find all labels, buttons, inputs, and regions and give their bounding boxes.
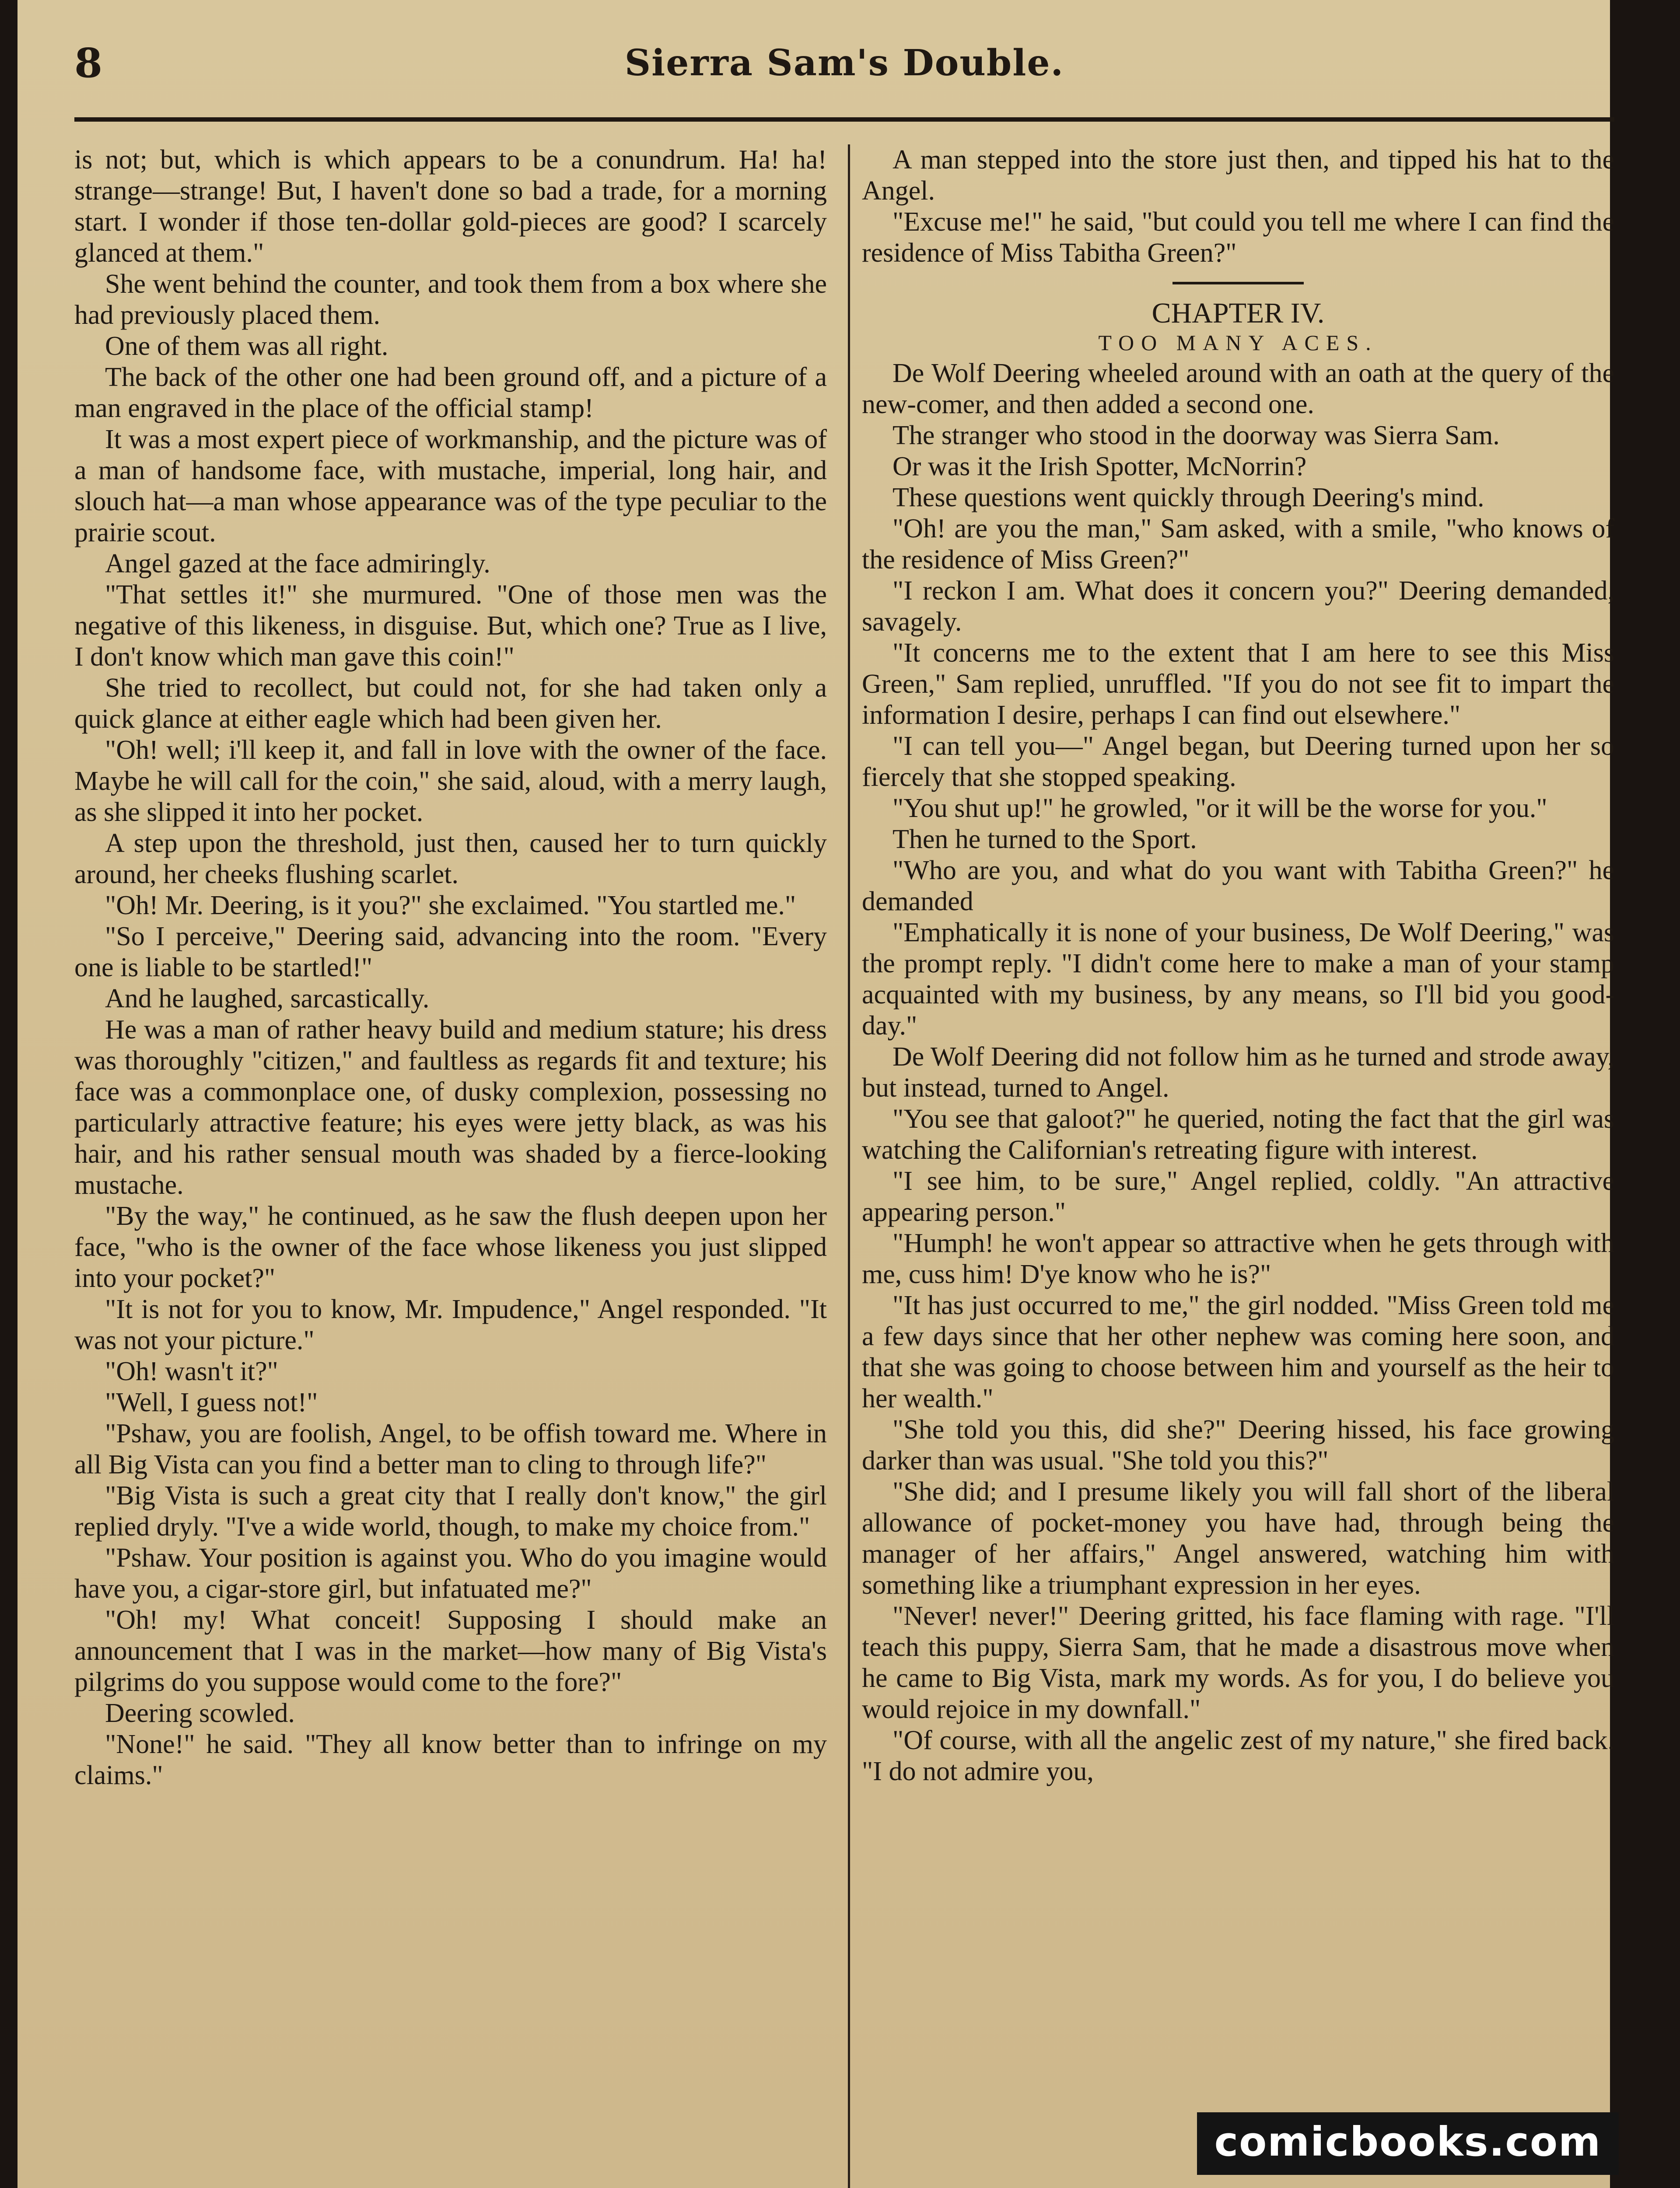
paragraph: "Pshaw, you are foolish, Angel, to be offish toward me. Where in all Big Vista can you find a better man to cling to through life?" [74, 1419, 827, 1480]
paragraph: She went behind the counter, and took them from a box where she had previously placed them. [74, 269, 827, 330]
paragraph: "Big Vista is such a great city that I really don't know," the girl replied dryly. "I've a wide world, though, to make my choice from." [74, 1481, 827, 1542]
book-page [18, 0, 1614, 2188]
paragraph: "You see that galoot?" he queried, noting the fact that the girl was watching the Californian's retreating figure with interest. [862, 1104, 1614, 1165]
paragraph: She tried to recollect, but could not, for she had taken only a quick glance at either eagle which had been given her. [74, 673, 827, 734]
paragraph: Angel gazed at the face admiringly. [105, 549, 490, 579]
left-column [74, 144, 827, 2188]
paragraph: Deering scowled. [105, 1698, 295, 1728]
paragraph: A step upon the threshold, just then, caused her to turn quickly around, her cheeks flushing scarlet. [74, 828, 827, 889]
paragraph: "I see him, to be sure," Angel replied, coldly. "An attractive appearing person." [862, 1166, 1614, 1227]
paragraph: "Oh! Mr. Deering, is it you?" she exclaimed. "You startled me." [105, 891, 796, 920]
paragraph: These questions went quickly through Deering's mind. [892, 483, 1484, 512]
paragraph: "None!" he said. "They all know better than to infringe on my claims." [74, 1729, 827, 1790]
paragraph: "You shut up!" he growled, "or it will be the worse for you." [892, 793, 1547, 823]
paragraph: "It is not for you to know, Mr. Impudence," Angel responded. "It was not your picture." [74, 1294, 827, 1355]
paragraph: And he laughed, sarcastically. [105, 984, 430, 1013]
paragraph: "Of course, with all the angelic zest of my nature," she fired back. "I do not admire you, [862, 1725, 1614, 1786]
paragraph: "Oh! well; i'll keep it, and fall in love with the owner of the face. Maybe he will call for the coin," she said, aloud, with a merry laugh, as she slipped it into her pocket. [74, 735, 827, 827]
chapter-heading: CHAPTER IV. [1152, 297, 1325, 329]
paragraph: "That settles it!" she murmured. "One of those men was the negative of this likeness, in disguise. But, which one? True as I live, I don't know which man gave this coin!" [74, 580, 827, 672]
paragraph: "She did; and I presume likely you will fall short of the liberal allowance of pocket-money you have had, through being the manager of her affairs," Angel answered, watching him with something like a triumphant expression in her eyes. [862, 1477, 1614, 1600]
paragraph: "I reckon I am. What does it concern you?" Deering demanded, savagely. [862, 576, 1614, 637]
paragraph: He was a man of rather heavy build and medium stature; his dress was thoroughly "citizen," and faultless as regards fit and texture; his face was a commonplace one, of dusky complexion, possessing no particularly attractive feature; his eyes were jetty black, as was his hair, and his rather sensual mouth was shaded by a fierce-looking mustache. [74, 1015, 827, 1200]
column-divider [848, 144, 850, 2188]
paragraph: De Wolf Deering did not follow him as he turned and strode away, but instead, turned to Angel. [862, 1042, 1614, 1103]
paragraph: "Who are you, and what do you want with Tabitha Green?" he demanded [862, 856, 1614, 916]
header-rule [74, 117, 1614, 122]
paragraph: "It concerns me to the extent that I am here to see this Miss Green," Sam replied, unruffled. "If you do not see fit to impart the information I desire, perhaps I can find out elsewhere." [862, 638, 1614, 730]
running-title: Sierra Sam's Double. [624, 42, 1064, 84]
paragraph: "Pshaw. Your position is against you. Who do you imagine would have you, a cigar-store girl, but infatuated me?" [74, 1543, 827, 1604]
paragraph: The stranger who stood in the doorway was Sierra Sam. [892, 421, 1500, 450]
right-column [862, 144, 1614, 2188]
paragraph: The back of the other one had been ground off, and a picture of a man engraved in the place of the official stamp! [74, 362, 827, 423]
paragraph: Or was it the Irish Spotter, McNorrin? [892, 452, 1307, 481]
page-number: 8 [74, 39, 103, 87]
paragraph: "It has just occurred to me," the girl nodded. "Miss Green told me a few days since that her other nephew was coming here soon, and that she was going to choose between him and yourself as the heir to her wealth." [862, 1290, 1614, 1413]
paragraph: is not; but, which is which appears to be a conundrum. Ha! ha! strange—strange! But, I haven't done so bad a trade, for a morning start. I wonder if those ten-dollar gold-pieces are good? I scarcely glanced at them." [74, 145, 827, 268]
watermark: comicbooks.com [1197, 2112, 1619, 2175]
paragraph: "Oh! wasn't it?" [105, 1357, 278, 1386]
paragraph: De Wolf Deering wheeled around with an oath at the query of the new-comer, and then added a second one. [862, 358, 1614, 419]
paragraph: Then he turned to the Sport. [892, 824, 1197, 854]
section-rule [1172, 282, 1304, 284]
paragraph: "Never! never!" Deering gritted, his face flaming with rage. "I'll teach this puppy, Sierra Sam, that he made a disastrous move when he came to Big Vista, mark my words. As for you, I do believe you would rejoice in my downfall." [862, 1601, 1614, 1724]
paragraph: It was a most expert piece of workmanship, and the picture was of a man of handsome face, with mustache, imperial, long hair, and slouch hat—a man whose appearance was of the type peculiar to the prairie scout. [74, 424, 827, 547]
paragraph: "So I perceive," Deering said, advancing into the room. "Every one is liable to be startled!" [74, 922, 827, 982]
paragraph: "Oh! my! What conceit! Supposing I should make an announcement that I was in the market—how many of Big Vista's pilgrims do you suppose would come to the fore?" [74, 1605, 827, 1697]
paragraph: "By the way," he continued, as he saw the flush deepen upon her face, "who is the owner of the face whose likeness you just slipped into your pocket?" [74, 1201, 827, 1293]
page-header [74, 39, 1614, 101]
paragraph: "Well, I guess not!" [105, 1388, 318, 1417]
paragraph: One of them was all right. [105, 331, 388, 361]
paragraph: "Excuse me!" he said, "but could you tell me where I can find the residence of Miss Tabitha Green?" [862, 207, 1614, 268]
paragraph: A man stepped into the store just then, and tipped his hat to the Angel. [862, 145, 1614, 206]
paragraph: "I can tell you—" Angel began, but Deering turned upon her so fiercely that she stopped speaking. [862, 731, 1614, 792]
paragraph: "Humph! he won't appear so attractive when he gets through with me, cuss him! D'ye know who he is?" [862, 1228, 1614, 1289]
chapter-title: TOO MANY ACES. [1098, 330, 1378, 355]
paragraph: "Emphatically it is none of your business, De Wolf Deering," was the prompt reply. "I didn't come here to make a man of your stamp acquainted with my business, by any means, so I'll bid you good-day." [862, 918, 1614, 1041]
paragraph: "Oh! are you the man," Sam asked, with a smile, "who knows of the residence of Miss Green?" [862, 514, 1614, 575]
paragraph: "She told you this, did she?" Deering hissed, his face growing darker than was usual. "She told you this?" [862, 1415, 1614, 1476]
